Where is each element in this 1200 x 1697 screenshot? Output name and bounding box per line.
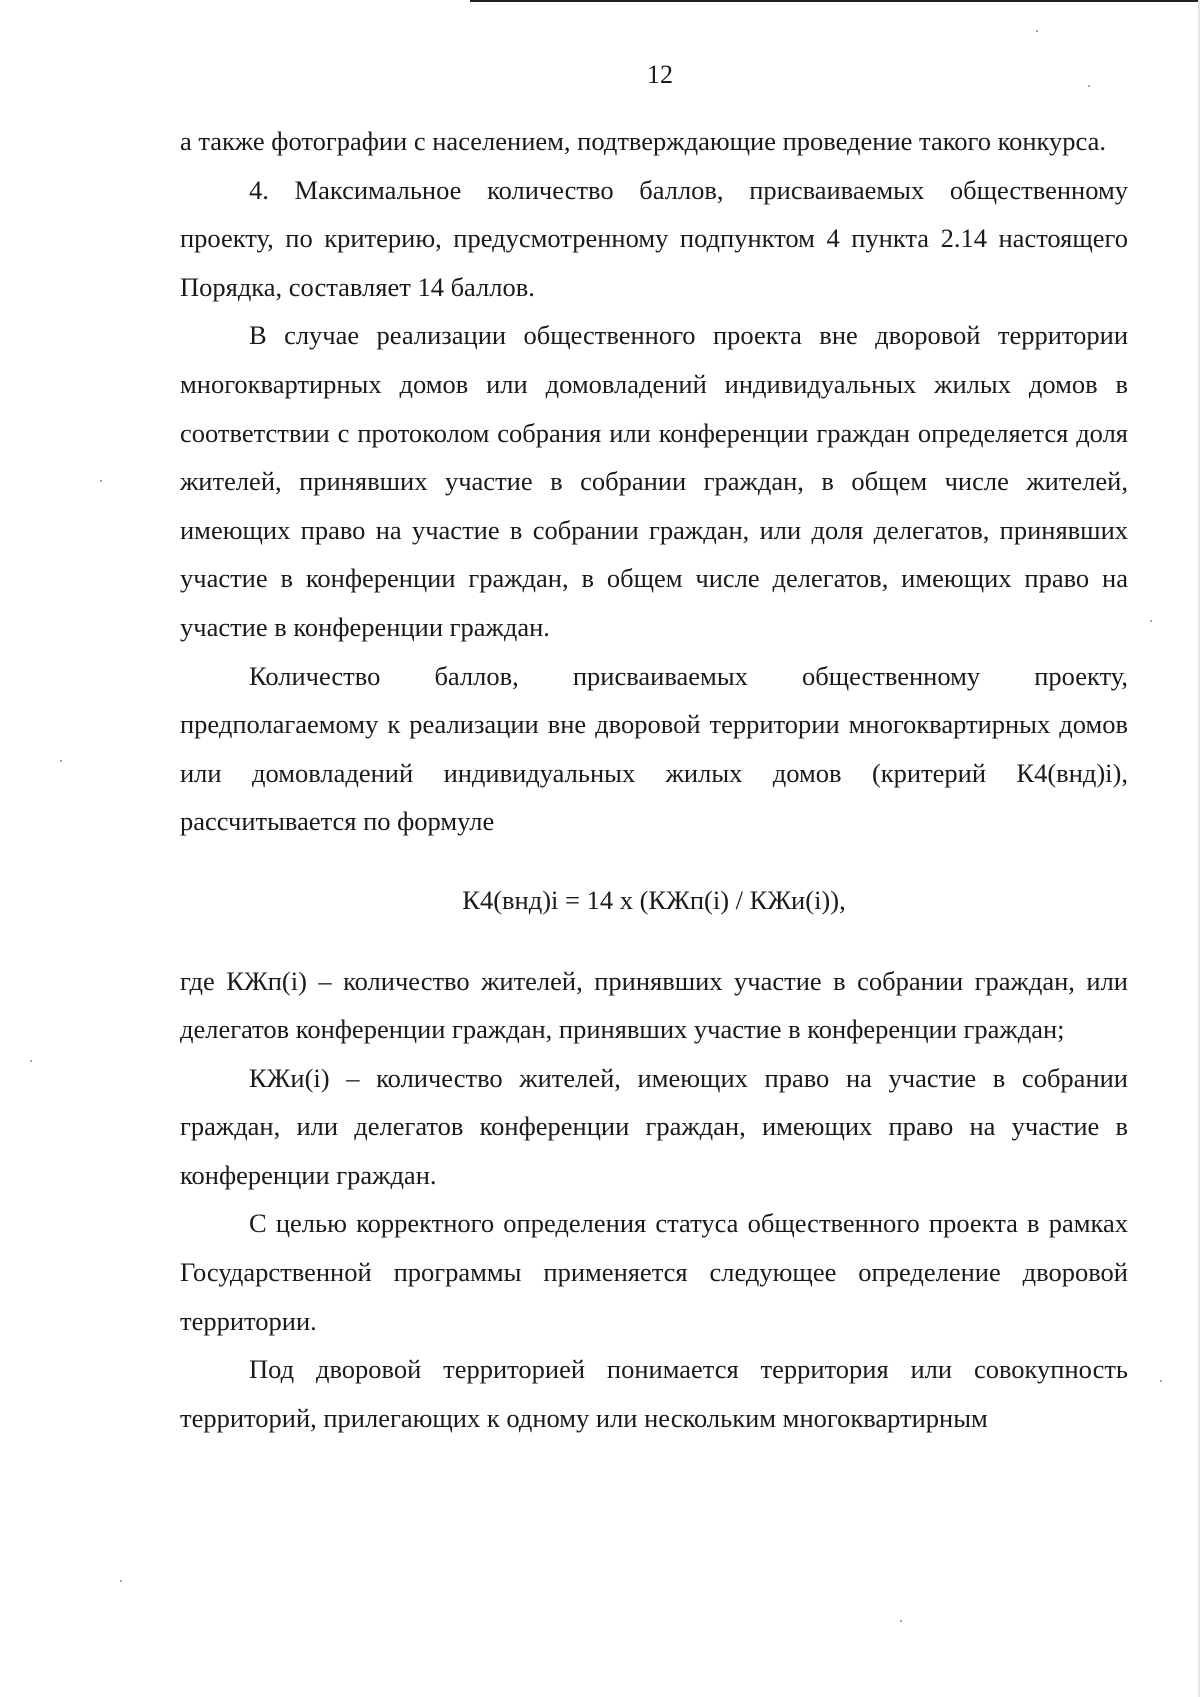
scan-speck <box>1150 620 1152 622</box>
scan-speck <box>900 1620 902 1622</box>
page-number: 12 <box>647 60 673 89</box>
paragraph-kzhp-definition: где КЖп(i) – количество жителей, принявших участие в собрании граждан, или делегатов конференции граждан, принявших участие в конференции граждан; <box>180 965 1128 1045</box>
paragraph-outside-yard-share: В случае реализации общественного проекта вне дворовой территории многоквартирных домов или домовладений индивидуальных жилых домов в соответствии с протоколом собрания или конференции граждан определяется доля жителей, принявших участие в собрании граждан, в общем числе жителей, имеющих право на участие в собрании граждан, или доля делегатов, принявших участие в конференции граждан, в общем числе делегатов, имеющих право на участие в конференции граждан. <box>180 320 1128 642</box>
scan-speck <box>30 1060 32 1062</box>
formula-k4: К4(внд)i = 14 х (КЖп(i) / КЖи(i)), <box>462 884 846 915</box>
paragraph-points-criterion: Количество баллов, присваиваемых общественному проекту, предполагаемому к реализации вне дворовой территории многоквартирных домов или домовладений индивидуальных жилых домов (критерий К4(внд)i), рассчитывается по формуле <box>180 660 1128 837</box>
scan-speck <box>100 480 102 482</box>
scan-speck <box>1088 85 1090 87</box>
document-body <box>180 117 1128 1442</box>
scan-speck <box>1036 30 1038 32</box>
scan-speck <box>120 1580 122 1582</box>
paragraph-photos-continuation: а также фотографии с населением, подтверждающие проведение такого конкурса. <box>180 126 1107 156</box>
paragraph-yard-status: С целью корректного определения статуса общественного проекта в рамках Государственной программы применяется следующее определение дворовой территории. <box>180 1208 1128 1336</box>
scan-speck <box>60 760 62 762</box>
paragraph-kzhi-definition: КЖи(i) – количество жителей, имеющих право на участие в собрании граждан, или делегатов конференции граждан, имеющих право на участие в конференции граждан. <box>180 1062 1128 1190</box>
scan-speck <box>1160 1380 1162 1382</box>
paragraph-max-points: 4. Максимальное количество баллов, присваиваемых общественному проекту, по критерию, предусмотренному подпунктом 4 пункта 2.14 настоящего Порядка, составляет 14 баллов. <box>180 174 1128 302</box>
paragraph-yard-definition: Под дворовой территорией понимается территория или совокупность территорий, прилегающих к одному или нескольким многоквартирным <box>180 1354 1128 1433</box>
scan-top-edge-line <box>470 0 1200 2</box>
